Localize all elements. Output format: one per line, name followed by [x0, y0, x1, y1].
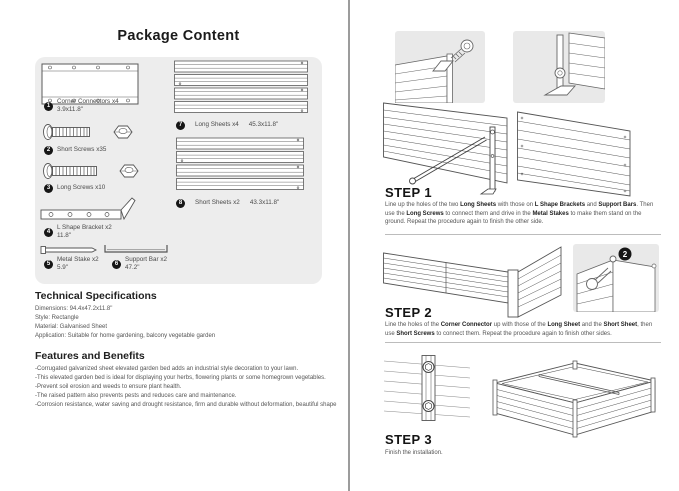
spec-line: Style: Rectangle — [35, 315, 79, 321]
page-divider — [348, 0, 350, 491]
package-item-metal-stake — [44, 256, 99, 272]
item-label: L Shape Bracket x2 11.8" — [57, 224, 112, 240]
feature-line: -Corrosion resistance, water saving and drought resistance, firm and durable without deformation, beautiful shape — [35, 402, 337, 408]
text-run: , then use — [385, 322, 653, 337]
text-run: Long Screws — [406, 210, 444, 217]
text-run: to make them stand on the ground. Repeat the procedure again to finish the other side. — [385, 210, 642, 226]
l-bracket-illustration — [40, 196, 138, 226]
text-run: and the — [580, 322, 604, 328]
step2-badge-number: 2 — [622, 250, 628, 259]
short-sheets-illustration — [174, 137, 308, 191]
finished-bed-illustration — [487, 353, 662, 439]
item-number-badge: 3 — [44, 184, 53, 193]
feature-line: -Corrugated galvanized sheet elevated garden bed adds an industrial style decoration to your lawn. — [35, 366, 299, 372]
step2-description — [385, 321, 663, 338]
text-run: up with those of the — [492, 322, 548, 328]
text-run: . Then use the — [385, 202, 654, 217]
long-screw-illustration — [42, 160, 150, 182]
step3-description: Finish the installation. — [385, 450, 443, 456]
text-run: Metal Stakes — [532, 210, 569, 217]
features-list — [35, 365, 340, 410]
support-bar-illustration — [103, 242, 171, 256]
spec-line: Material: Galvanised Sheet — [35, 324, 108, 330]
metal-stake-illustration — [40, 244, 100, 256]
feature-line: -Prevent soil erosion and weeds to ensure plant health. — [35, 384, 182, 390]
item-label: Metal Stake x2 5.9" — [57, 256, 99, 272]
package-item-short-screws — [44, 146, 106, 155]
feature-line: -This elevated garden bed is ideal for displaying your herbs, flowering plants or some homegrown vegetables. — [35, 375, 326, 381]
step1-heading: STEP 1 — [385, 185, 432, 200]
step2-heading: STEP 2 — [385, 305, 432, 320]
step1-left-panel-illustration — [383, 101, 511, 197]
item-size: 45.3x11.8" — [248, 121, 279, 129]
feature-line: -The raised pattern also prevents pests and reduces care and maintenance. — [35, 393, 237, 399]
package-item-short-sheets — [176, 199, 279, 208]
package-item-l-bracket — [44, 224, 112, 240]
item-label: Short Screws x35 — [57, 146, 107, 154]
item-label: Corner Connectors x4 3.9x11.8" — [57, 98, 119, 114]
text-run: to connect them. Repeat the procedure again to finish other sides. — [434, 330, 612, 337]
features-heading: Features and Benefits — [35, 350, 145, 362]
tech-specs-heading: Technical Specifications — [35, 290, 157, 302]
tech-specs-list — [35, 305, 335, 341]
item-number-badge: 4 — [44, 228, 53, 237]
text-run: Short Screws — [396, 330, 435, 337]
text-run: Support Bars — [598, 202, 637, 208]
text-run: Short Sheet — [603, 322, 638, 328]
item-size: 43.3x11.8" — [249, 199, 280, 207]
item-label: Short Sheets x2 — [195, 199, 240, 207]
text-run: Line up the holes of the two — [385, 202, 461, 208]
package-item-support-bar — [112, 256, 167, 272]
step2-detail-corner-illustration — [573, 244, 659, 312]
item-number-badge: 7 — [176, 121, 185, 130]
item-number-badge: 2 — [44, 146, 53, 155]
step-divider — [385, 342, 661, 343]
step1-detail-stake-illustration — [513, 31, 605, 103]
item-number-badge: 1 — [44, 102, 53, 111]
text-run: Line the holes of the — [385, 322, 441, 328]
item-label: Long Sheets x4 — [195, 121, 239, 129]
text-run: Long Sheets — [460, 202, 497, 208]
spec-line: Dimensions: 94.4x47.2x11.8" — [35, 306, 113, 312]
item-label: Long Screws x10 — [57, 184, 106, 192]
item-label: Support Bar x2 47.2" — [125, 256, 168, 272]
text-run: L Shape Brackets — [534, 202, 586, 208]
item-number-badge: 5 — [44, 260, 53, 269]
text-run: Long Sheet — [547, 322, 581, 328]
text-run: Corner Connector — [440, 322, 493, 328]
step-divider — [385, 234, 661, 235]
text-run: and — [585, 202, 599, 208]
package-item-corner-connectors — [44, 98, 119, 114]
item-number-badge: 8 — [176, 199, 185, 208]
item-number-badge: 6 — [112, 260, 121, 269]
long-sheets-illustration — [172, 60, 312, 114]
step1-right-panel-illustration — [517, 110, 635, 198]
step1-description — [385, 201, 663, 227]
step3-detail-connector-illustration — [384, 355, 470, 421]
package-item-long-sheets — [176, 121, 278, 130]
spec-line: Application: Suitable for home gardening, balcony vegetable garden — [35, 333, 216, 339]
package-item-long-screws — [44, 184, 105, 193]
step1-detail-screw-illustration — [395, 31, 485, 103]
text-run: with those on — [496, 202, 535, 208]
step3-heading: STEP 3 — [385, 432, 432, 447]
page-title: Package Content — [117, 28, 240, 44]
text-run: to connect them and drive in the — [443, 210, 533, 217]
short-screw-illustration — [42, 121, 142, 143]
